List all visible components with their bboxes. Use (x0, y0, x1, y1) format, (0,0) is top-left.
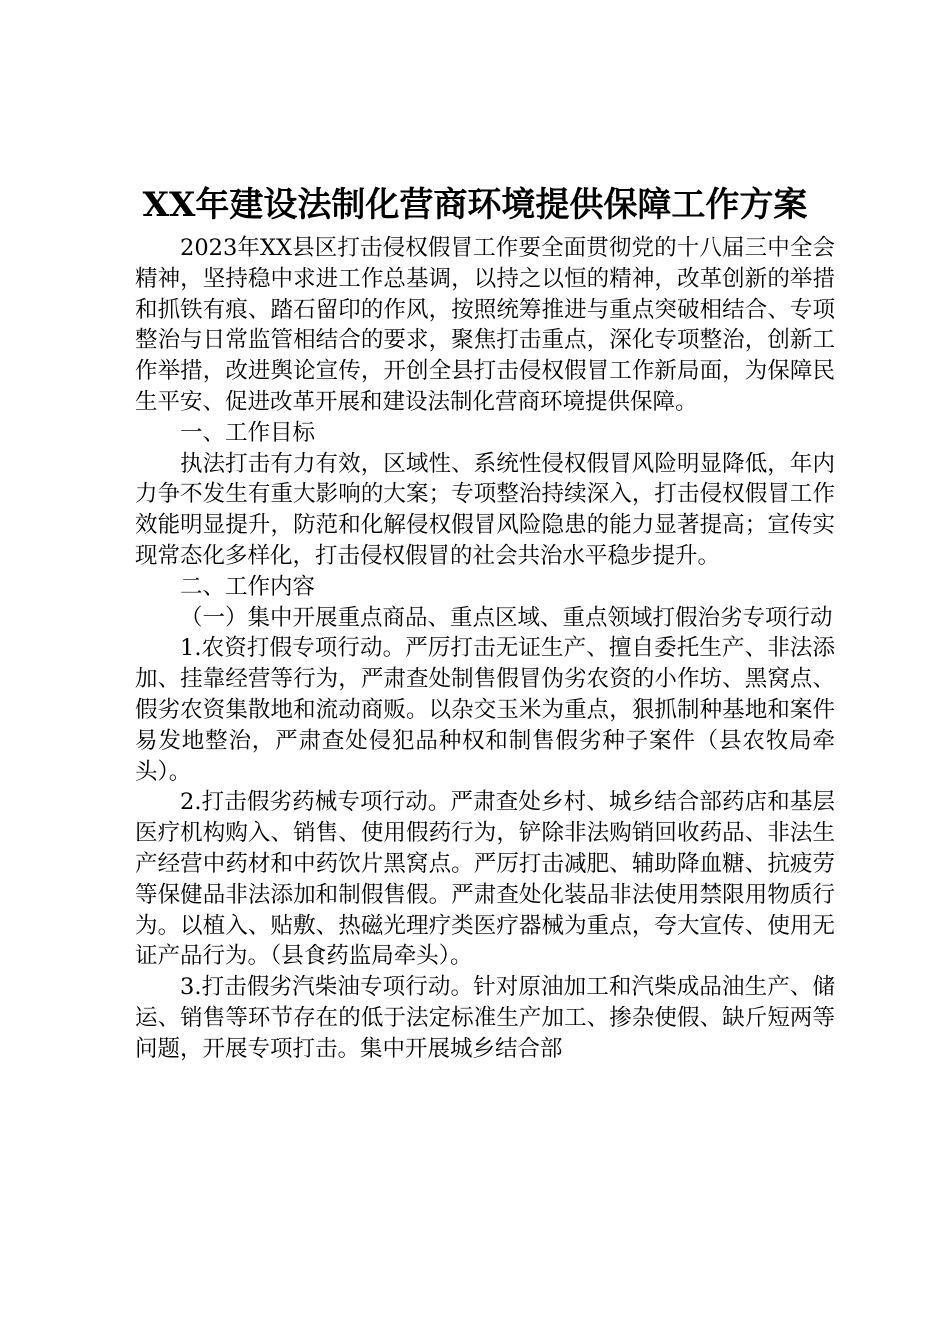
section-heading-goals: 一、工作目标 (180, 419, 316, 446)
subsection-heading-1: （一）集中开展重点商品、重点区域、重点领域打假治劣专项行动 (180, 604, 833, 631)
intro-paragraph: 2023年XX县区打击侵权假冒工作要全面贯彻党的十八届三中全会精神，坚持稳中求进工作总基调，以持之以恒的精神，改革创新的举措和抓铁有痕、踏石留印的作风，按照统筹推进与重点突破相结合、专项整治与日常监管相结合的要求，聚焦打击重点，深化专项整治，创新工作举措，改进舆论宣传，开创全县打击侵权假冒工作新局面，为保障民生平安、促进改革开展和建设法制化营商环境提供保障。 (135, 235, 835, 415)
document-title: XX年建设法制化营商环境提供保障工作方案 (142, 185, 808, 225)
item-2-paragraph: 2.打击假劣药械专项行动。严肃查处乡村、城乡结合部药店和基层医疗机构购入、销售、使用假药行为，铲除非法购销回收药品、非法生产经营中药材和中药饮片黑窝点。严厉打击减肥、辅助降血糖、抗疲劳等保健品非法添加和制假售假。严肃查处化装品非法使用禁限用物质行为。以植入、贴敷、热磁光理疗类医疗器械为重点，夸大宣传、使用无证产品行为。（县食药监局牵头）。 (135, 789, 835, 970)
section-heading-content: 二、工作内容 (180, 573, 316, 600)
document-body (135, 233, 835, 1065)
item-3-paragraph: 3.打击假劣汽柴油专项行动。针对原油加工和汽柴成品油生产、储运、销售等环节存在的低于法定标准生产加工、掺杂使假、缺斤短两等问题，开展专项打击。集中开展城乡结合部 (135, 974, 835, 1062)
goals-paragraph: 执法打击有力有效，区域性、系统性侵权假冒风险明显降低，年内力争不发生有重大影响的大案；专项整治持续深入，打击侵权假冒工作效能明显提升，防范和化解侵权假冒风险隐患的能力显著提高；宣传实现常态化多样化，打击侵权假冒的社会共治水平稳步提升。 (135, 450, 835, 569)
item-1-paragraph: 1.农资打假专项行动。严厉打击无证生产、擅自委托生产、非法添加、挂靠经营等行为，严肃查处制售假冒伪劣农资的小作坊、黑窝点、假劣农资集散地和流动商贩。以杂交玉米为重点，狠抓制种基地和案件易发地整治，严肃查处侵犯品种权和制售假劣种子案件（县农牧局牵头）。 (135, 635, 835, 785)
